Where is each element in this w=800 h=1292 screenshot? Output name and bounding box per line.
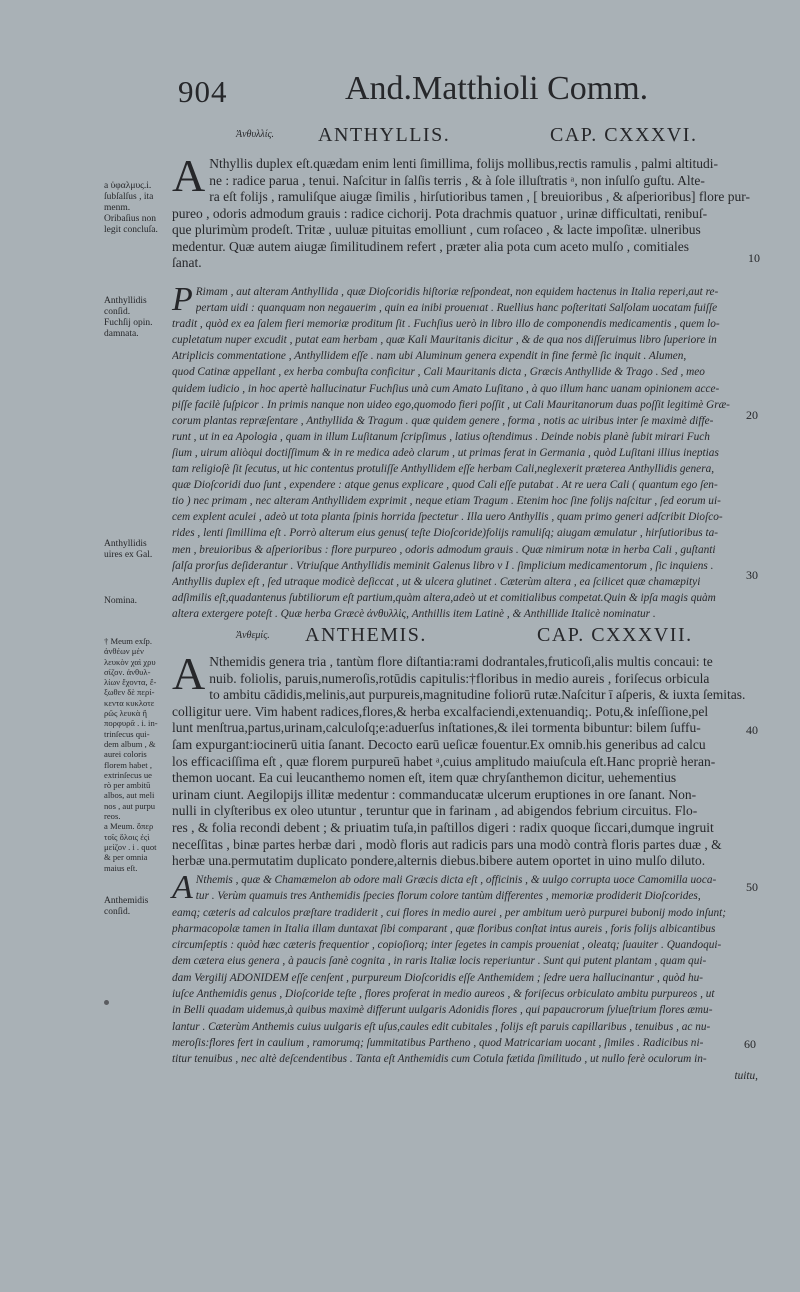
text-line: ra eſt folijs , ramuliſque aiugæ ſimilis , hirſutioribus tamen , [ breuioribus , & aſperioribus] flore pur- [209, 189, 750, 204]
margin-line: rò per ambitū [104, 780, 151, 791]
text-line: quæ Dioſcoridi duo ſunt , expendere : atque genus explicare , quod Cali eſſe putabat . At re uera Cali ( quantum ego ſen- [172, 479, 718, 492]
text-line: Anthyllis duplex eſt , ſed utraque modicè deſiccat , ut & ulcera glutinet . Cæterùm altera , ea ſcilicet quæ chamæpityi [172, 575, 701, 588]
line-number: 10 [748, 251, 760, 265]
margin-line: κεντα κυκλοτε [104, 697, 155, 708]
comment1-margin-a [104, 296, 168, 340]
text-line: piſſe facilè ſuſpicor . In primis nanque non uideo ego,quomodo fieri poſſit , ut Cali Mauritanorum duas poſſit legitimè Græ- [172, 398, 730, 411]
margin-line: Fuchſij opin. [104, 318, 153, 328]
section1-margin-note [104, 181, 168, 236]
text-line: tio ) nec primam , nec alteram Anthyllidem exprimit , neque etiam Tragum . Etenim hoc ſine folijs naſcitur , ſed eorum ui- [172, 495, 721, 508]
section1-cap: CAP. CXXXVI. [550, 124, 698, 146]
text-line: urinam ciunt. Aegilopijs illitæ medentur : commanducatæ ulcerum eruptiones in ore ſanant. Non- [172, 786, 697, 802]
margin-line: a Meum. ὅπερ [104, 821, 154, 832]
margin-line: τοῖς ὅλοις ἐςὶ [104, 831, 150, 842]
text-line: tur . Verùm quamuis tres Anthemidis ſpecies florum colore tantùm differentes , memoriæ prodiderit Dioſcorides, [195, 890, 701, 903]
margin-line: Oribaſius non [104, 214, 156, 224]
text-line: nulli in clyſteribus ex oleo utuntur , teruntur que in farinam , ad abigendos febrium circuitus. Flo- [172, 803, 698, 819]
margin-line: florem habet , [104, 759, 152, 770]
text-line: pharmacopolæ tamen in Italia illam duntaxat ſibi comparant , quæ floribus conſtat intus aureis , foris folijs albicantibus [172, 922, 716, 935]
text-line: lunt menſtrua,partus,urinam,calculoſq;e:aduerſus inſtationes,& ilei tormenta bibuntur: bilem ſuffu- [172, 720, 701, 736]
text-line: iuſce Anthemidis genus , Dioſcoride teſte , flores proferat in medio aureos , & foriſecus orbiculato ambitu purpureos , ut [172, 988, 715, 1001]
text-line: Atriplicis commentatione , Anthyllidem eſſe . nam ubi Aluminum genera expendit in fine fermè ſic inquit . Alumen, [172, 350, 687, 363]
drop-cap: A [172, 648, 206, 699]
text-line: runt , ut in ea Apologia , quam in illum Luſitanum ſcripſimus , latius oſtendimus . Deinde nobis planè ſubit mirari Fuch [172, 430, 710, 443]
margin-line: λίων ἔχοντα, ἔ- [104, 677, 157, 688]
text-line: los efficaciſſima eſt , quæ florem purpureū habet ᵃ,cuius amplitudo maiuſcula eſt.Hanc propriè heran- [172, 753, 716, 769]
section1-greek: Ἀνθυλλίς. [236, 129, 275, 140]
margin-line: Anthemidis [104, 896, 149, 906]
text-line: res , & folia recondi debent ; & priuatim tuſa,in paſtillos digeri : radix quoque ſiccari,dumque ingruit [172, 819, 714, 835]
margin-line: σίζον. ἀνθυλ- [104, 666, 151, 677]
text-line: quidem iudicio , in hoc apertè hallucinatur Fuchſius unà cum Amato Luſitano , à quo illum hanc uanam opinionem acce- [172, 382, 720, 395]
text-line: Rimam , aut alteram Anthyllida , quæ Dioſcoridis hiſtoriæ reſpondeat, non equidem hactenus in Italia reperi,aut re- [195, 286, 719, 298]
text-line: herbæ una.permutatim duplicato pondere,alternis diebus.bibere autem oportet in uino mulſo diluto. [172, 853, 706, 869]
text-line: in Belli quadam uidemus,à quibus maximè differunt uulgaris Adonidis flores , qui papaucrorum ſylueſtrium flores æmu- [172, 1004, 713, 1017]
margin-line: ἀνθέων μέν [104, 646, 144, 657]
text-line: dam Vergilij ADONIDEM eſſe cenſent , purpureum Dioſcoridis eſſe Anthemidem ; ſedre uera hallucinantur , quòd hu- [172, 971, 704, 984]
margin-line: legit concluſa. [104, 225, 158, 235]
margin-line: uires ex Gal. [104, 550, 153, 560]
section1-body [172, 150, 762, 272]
line-number: 60 [744, 1037, 756, 1051]
margin-line: ξωθεν δὲ περί- [104, 687, 155, 698]
text-line: circumſeptis : quòd hæc cæteris frequentior , copioſiorq; inter ſegetes in campis proueniat , oleatq; ſuauiter . Quandoqui- [172, 939, 722, 952]
text-line: to ambitu cādidis,melinis,aut purpureis,magnitudine foliorū rutæ.Naſcitur ī aſperis, & iuxta ſemitas. [209, 687, 746, 703]
drop-cap: P [172, 281, 193, 318]
text-line: corum plantas repræſentare , Anthyllida & Tragum . quæ quidem genere , forma , notis ac uiribus inter ſe maximè diffe- [172, 414, 714, 427]
margin-line: ρῶς λευκὰ ἢ [104, 708, 148, 719]
margin-line: trinſecus qui- [104, 728, 150, 739]
margin-line: menm. [104, 203, 131, 213]
text-line: meroſis:flores fert in caulium , ramorumq; ſummitatibus Partheno , quod Matricariam uocant , ſimiles . Radicibus ni- [172, 1036, 704, 1049]
text-line: colligitur uere. Vim habent radices,flores,& herba excalfaciendi,extenuandiq;. Potu,& inſeſſione,pel [172, 703, 709, 719]
margin-line: μείζον . i . quot [104, 841, 157, 852]
text-line: neceſſitas , binæ partes herbæ dari , modò floris aut radicis pars una modò contrà floris partes duæ , & [172, 836, 722, 852]
text-line: ſanat. [172, 255, 202, 270]
comment1-margin-c [104, 596, 168, 607]
text-line: ſalſa prorſus deſiderantur . Vtriuſque Anthyllidis meminit Galenus libro v I . ſimplicium medicamentorum , ſic inquiens . [172, 559, 714, 572]
text-line: men , breuioribus & aſperioribus : flore purpureo , odoris admodum grauis . Quæ nimirum notæ in herba Cali , guſtanti [172, 543, 716, 556]
drop-cap: A [172, 869, 193, 906]
text-line: ſam expurgant:iocinerū uitia ſanant. Decocto earū ueſicæ fouentur.Ex omnib.his generibus ad calcu [172, 736, 706, 752]
text-line: Nthemis , quæ & Chamæmelon ab odore mali Græcis dicta eſt , officinis , & uulgo corrupta uoce Camomilla uoca- [195, 874, 717, 886]
running-head: And.Matthioli Comm. [345, 70, 649, 107]
section1-title: ANTHYLLIS. [318, 124, 451, 146]
margin-line: extrinſecus ue [104, 769, 152, 780]
text-line: nuib. foliolis, paruis,numeroſis,rotūdis capitulis:†floribus in medio aureis , foriſecus orbicula [209, 670, 710, 686]
text-line: tuitu, [734, 1069, 758, 1082]
text-line: eamq; cæteris ad calculos præſtare tradiderit , cui flores in medio aurei , per ambitum uerò purpurei bubonij modo inſunt; [172, 906, 727, 919]
text-line: titur tenuibus , nec altè deſcendentibus . Tanta eſt Anthemidis cum Cotula fætida ſimilitudo , ut nullo ferè oculorum in- [172, 1053, 707, 1066]
text-line: rides , lenti ſimillima eſt . Porrò alterum eius genus( teſte Dioſcoride)folijs ramuliſq; aiugam æmulatur , hirſutioribus ta- [172, 527, 718, 540]
section2-greek: Ἀνθεμίς. [236, 630, 270, 641]
line-number: 40 [746, 723, 758, 737]
text-line: que plurimùm prodeſt. Tritæ , uuluæ pituitas emolliunt , cum roſaceo , & lacte impoſitæ. ulneribus [172, 222, 701, 237]
margin-line: & per omnia [104, 852, 148, 863]
text-line: ſium , uirum aliòqui doctiſſimum & in re medica adeò clarum , ut primas ferat in Germania , quòd Luſitani illius ineptias [172, 446, 719, 459]
margin-line: πορφυρᾶ . i. in- [104, 718, 158, 729]
margin-line: Nomina. [104, 596, 137, 606]
drop-cap: A [172, 150, 206, 201]
text-line: Nthyllis duplex eſt.quædam enim lenti ſimillima, folijs mollibus,rectis ramulis , palmi altitudi- [209, 156, 719, 171]
section2-cap: CAP. CXXXVII. [537, 624, 693, 646]
margin-line: conſid. [104, 307, 131, 317]
text-line: altera extergere poteſt . Quæ herba Græcè ἀνθυλλὶς, Anthillis item Latinè , & Anthillide Italicè nominatur . [172, 607, 656, 620]
comment2-body [172, 869, 762, 1084]
line-number: 30 [746, 568, 758, 582]
text-line: tam religioſè ſit ſecutus, ut hic contentus protuliſſe Anthyllidem eſſe herbam Cali,neglexerit præterea Anthyllidis genera, [172, 463, 715, 476]
text-line: pertam uidi : quanquam non negauerim , quin ea inibi prouenıat . Ruellius hanc poſteritati Salſolam uocatam fuiſſe [195, 302, 718, 315]
comment2-margin-note [104, 896, 168, 918]
margin-line: maius eſt. [104, 862, 138, 873]
text-line: medentur. Quæ autem aiugæ ſimilitudinem refert , præter alia pota cum aceto mulſo , comitiales [172, 238, 689, 254]
ink-spot [104, 1000, 109, 1005]
text-line: Nthemidis genera tria , tantùm flore diſtantia:rami dodrantales,fruticoſi,alis multis concaui: te [209, 654, 713, 669]
text-line: ne : radice parua , tenui. Naſcitur in ſalſis terris , & à ſole illuſtratis ᵃ, non inſulſo guſtu. Alte- [209, 172, 705, 188]
margin-line: conſid. [104, 907, 131, 917]
text-line: cupletatum nuper excudit , putat eam herbam , quæ Kali Mauritanis dicitur , & de qua nos diſſeruimus libro ſuperiore in [172, 334, 717, 347]
margin-line: Anthyllidis [104, 539, 147, 549]
text-line: adſimilis eſt,quadantenus ſubtiliorum eſt partium,quàm altera,adeò ut et comitialibus competat.Quin & ipſa magis quàm [172, 591, 716, 604]
text-line: dem cætera eius genera , à paucis ſanè cognita , in raris Italiæ locis reperiuntur . Sunt qui putent plantam , quam qui- [172, 955, 707, 968]
section2-margin-note [104, 636, 168, 873]
comment1-margin-b [104, 539, 168, 561]
text-line: tradit , quòd ex ea ſalem fieri memoriæ proditum ſit . Fuchſius uerò in libro illo de componendis medicamentis , quem lo- [172, 318, 720, 331]
text-line: quod Catinæ appellant , ex herba combuſta conficitur , Cali Mauritanis dicta , Græcis Anthyllide & Trago . Sed , meo [172, 366, 705, 379]
line-number: 20 [746, 408, 758, 422]
line-number: 50 [746, 880, 758, 894]
margin-line: † Meum exſp. [104, 636, 152, 646]
margin-line: nos , aut purpu [104, 800, 156, 811]
margin-line: Anthyllidis [104, 296, 147, 306]
margin-line: ſubſalſus , ita [104, 192, 154, 202]
page-number: 904 [178, 74, 228, 109]
text-line: lantur . Cæterùm Anthemis cuius uulgaris eſt uſus,caules edit cubitales , folijs eſt paruis capillaribus , tenuibus , ac nu- [172, 1020, 711, 1033]
section2-title: ANTHEMIS. [305, 624, 427, 646]
text-line: pureo , odoris admodum grauis : radice cichorij. Pota drachmis quatuor , urinæ difficultati, renibuſ- [172, 205, 708, 221]
comment1-body [172, 281, 762, 622]
margin-line: damnata. [104, 329, 139, 339]
margin-line: a ὑφαλμυς.i. [104, 181, 152, 191]
margin-line: reos. [104, 811, 121, 822]
margin-line: aurei coloris [104, 749, 147, 760]
text-line: cem explent aculei , adeò ut tota planta ſpinis horrida ſpectetur . Illa uero Anthyllis , quam primo generi adſcribit Dioſco- [172, 511, 723, 524]
margin-line: λευκὸν χαὶ χρυ [104, 656, 156, 667]
section2-body [172, 648, 762, 870]
text-line: themon uocant. Ea cui leucanthemo nomen eſt, item quæ chryſanthemon dicitur, uehementius [172, 770, 677, 786]
margin-line: dem album , & [104, 738, 156, 749]
margin-line: albos, aut meli [104, 790, 155, 801]
